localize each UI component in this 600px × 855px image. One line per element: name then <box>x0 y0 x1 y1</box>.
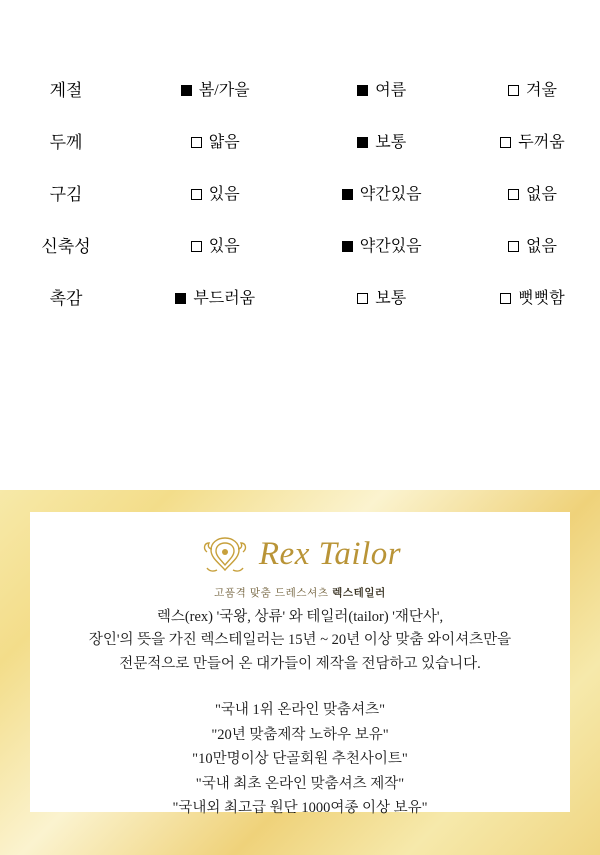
checkbox-empty-icon[interactable] <box>500 293 511 304</box>
attribute-label: 신축성 <box>41 236 91 256</box>
checkbox-filled-icon[interactable] <box>357 137 368 148</box>
logo-row <box>199 532 401 576</box>
description-line: 전문적으로 만들어 온 대가들이 제작을 전담하고 있습니다. <box>119 655 481 672</box>
checkbox-filled-icon[interactable] <box>357 85 368 96</box>
option-label: 봄/가을 <box>198 81 250 99</box>
brand-logo <box>30 532 570 599</box>
attribute-label: 구김 <box>49 184 83 204</box>
checkbox-filled-icon[interactable] <box>342 189 353 200</box>
attribute-option-cell[interactable] <box>298 62 464 114</box>
table-row <box>0 270 600 322</box>
brand-card <box>30 512 570 816</box>
option-label: 얇음 <box>208 133 240 151</box>
table-row <box>0 114 600 166</box>
option-label: 보통 <box>375 133 407 151</box>
option-label: 없음 <box>526 237 557 255</box>
attribute-option-cell[interactable] <box>132 114 298 166</box>
option-0-2[interactable] <box>508 77 557 100</box>
attribute-label: 촉감 <box>49 288 83 308</box>
option-4-1[interactable] <box>357 285 406 308</box>
option-label: 있음 <box>208 237 240 255</box>
checkbox-empty-icon[interactable] <box>508 241 519 252</box>
attribute-option-cell[interactable] <box>465 166 600 218</box>
attribute-option-cell[interactable] <box>132 270 298 322</box>
option-label: 약간있음 <box>359 237 422 255</box>
option-0-0[interactable] <box>181 77 250 100</box>
table-row <box>0 62 600 114</box>
option-2-1[interactable] <box>342 181 422 204</box>
option-3-1[interactable] <box>342 233 422 256</box>
attribute-label: 두께 <box>49 132 83 152</box>
attribute-option-cell[interactable] <box>298 114 464 166</box>
description-line: 렉스(rex) '국왕, 상류' 와 테일러(tailor) '재단사', <box>156 609 444 625</box>
brand-description <box>30 606 570 676</box>
option-2-2[interactable] <box>508 181 557 204</box>
table-row <box>0 166 600 218</box>
fabric-attribute-table <box>0 62 600 322</box>
checkbox-empty-icon[interactable] <box>508 189 519 200</box>
checkbox-empty-icon[interactable] <box>191 137 202 148</box>
table-row <box>0 218 600 270</box>
logo-subtitle <box>30 585 570 600</box>
checkbox-empty-icon[interactable] <box>508 85 519 96</box>
highlight-line: "10만명이상 단골회원 추천사이트" <box>192 751 408 768</box>
attribute-option-cell[interactable] <box>465 218 600 270</box>
option-label: 없음 <box>526 185 557 203</box>
attribute-label: 계절 <box>49 80 83 100</box>
description-line: 장인'의 뜻을 가진 렉스테일러는 15년 ~ 20년 이상 맞춤 와이셔츠만을 <box>88 632 512 649</box>
highlight-line: "국내외 최고급 원단 1000여종 이상 보유" <box>172 799 428 816</box>
option-label: 여름 <box>375 81 407 99</box>
checkbox-empty-icon[interactable] <box>500 137 511 148</box>
highlight-line: "국내 1위 온라인 맞춤셔츠" <box>214 702 386 719</box>
option-label: 보통 <box>375 289 407 307</box>
checkbox-empty-icon[interactable] <box>191 189 202 200</box>
option-1-0[interactable] <box>191 129 240 152</box>
option-0-1[interactable] <box>357 77 406 100</box>
option-2-0[interactable] <box>191 181 240 204</box>
crest-icon <box>199 532 251 576</box>
checkbox-filled-icon[interactable] <box>342 241 353 252</box>
checkbox-empty-icon[interactable] <box>191 241 202 252</box>
option-3-0[interactable] <box>191 233 240 256</box>
attribute-option-cell[interactable] <box>298 270 464 322</box>
logo-subtitle-prefix: 고품격 맞춤 드레스셔츠 <box>214 587 333 599</box>
attribute-option-cell[interactable] <box>298 166 464 218</box>
option-4-0[interactable] <box>175 285 255 308</box>
attribute-option-cell[interactable] <box>132 62 298 114</box>
attribute-option-cell[interactable] <box>465 270 600 322</box>
brand-highlights <box>30 698 570 820</box>
option-label: 두꺼움 <box>518 133 565 151</box>
checkbox-filled-icon[interactable] <box>175 293 186 304</box>
option-label: 겨울 <box>526 81 557 99</box>
checkbox-empty-icon[interactable] <box>357 293 368 304</box>
option-1-1[interactable] <box>357 129 406 152</box>
attribute-option-cell[interactable] <box>132 166 298 218</box>
option-4-2[interactable] <box>500 285 564 308</box>
checkbox-filled-icon[interactable] <box>181 85 192 96</box>
option-label: 약간있음 <box>359 185 422 203</box>
logo-subtitle-brand: 렉스테일러 <box>332 587 386 599</box>
option-label: 부드러움 <box>193 289 256 307</box>
brand-banner <box>0 490 600 855</box>
highlight-line: "20년 맞춤제작 노하우 보유" <box>211 726 389 743</box>
option-3-2[interactable] <box>508 233 557 256</box>
attribute-option-cell[interactable] <box>465 114 600 166</box>
logo-wordmark: Rex Tailor <box>258 535 402 572</box>
attribute-option-cell[interactable] <box>298 218 464 270</box>
attribute-rows <box>0 62 600 322</box>
attribute-option-cell[interactable] <box>132 218 298 270</box>
attribute-option-cell[interactable] <box>465 62 600 114</box>
option-label: 있음 <box>208 185 240 203</box>
highlight-line: "국내 최초 온라인 맞춤셔츠 제작" <box>195 775 405 792</box>
option-1-2[interactable] <box>500 129 564 152</box>
option-label: 뻣뻣함 <box>518 289 565 307</box>
